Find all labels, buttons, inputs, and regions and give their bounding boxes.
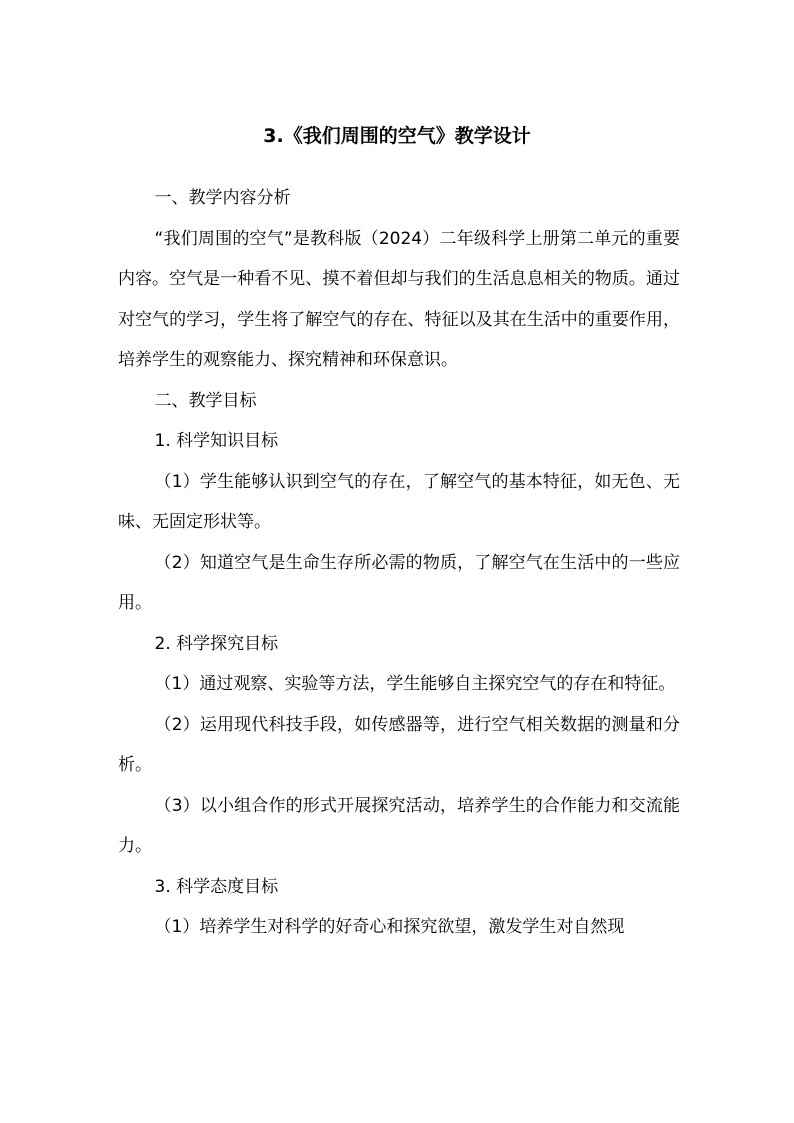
attitude-goal-item-1: （1）培养学生对科学的好奇心和探究欲望，激发学生对自然现 bbox=[154, 917, 625, 937]
knowledge-goal-item-1: （1）学生能够认识到空气的存在，了解空气的基本特征，如无色、无味、无固定形状等。 bbox=[118, 471, 680, 532]
document-body bbox=[118, 178, 680, 948]
paragraph-content-analysis: “我们周围的空气”是教科版（2024）二年级科学上册第二单元的重要内容。空气是一种看不见、摸不着但却与我们的生活息息相关的物质。通过对空气的学习，学生将了解空气的存在、特征以及其在生活中的重要作用，培养学生的观察能力、探究精神和环保意识。 bbox=[118, 228, 680, 370]
document-title: 3.《我们周围的空气》教学设计 bbox=[263, 125, 531, 147]
inquiry-goal-item-3: （3）以小组合作的形式开展探究活动，培养学生的合作能力和交流能力。 bbox=[118, 795, 680, 856]
knowledge-goal-item-2: （2）知道空气是生命生存所必需的物质，了解空气在生活中的一些应用。 bbox=[118, 552, 680, 613]
subheading-inquiry-goals: 2. 科学探究目标 bbox=[154, 633, 279, 654]
section-heading-teaching-goals: 二、教学目标 bbox=[154, 390, 257, 411]
subheading-attitude-goals: 3. 科学态度目标 bbox=[154, 876, 279, 897]
inquiry-goal-item-2: （2）运用现代科技手段，如传感器等，进行空气相关数据的测量和分析。 bbox=[118, 714, 680, 775]
section-heading-content-analysis: 一、教学内容分析 bbox=[154, 188, 291, 208]
inquiry-goal-item-1: （1）通过观察、实验等方法，学生能够自主探究空气的存在和特征。 bbox=[154, 674, 676, 694]
subheading-knowledge-goals: 1. 科学知识目标 bbox=[154, 431, 279, 451]
